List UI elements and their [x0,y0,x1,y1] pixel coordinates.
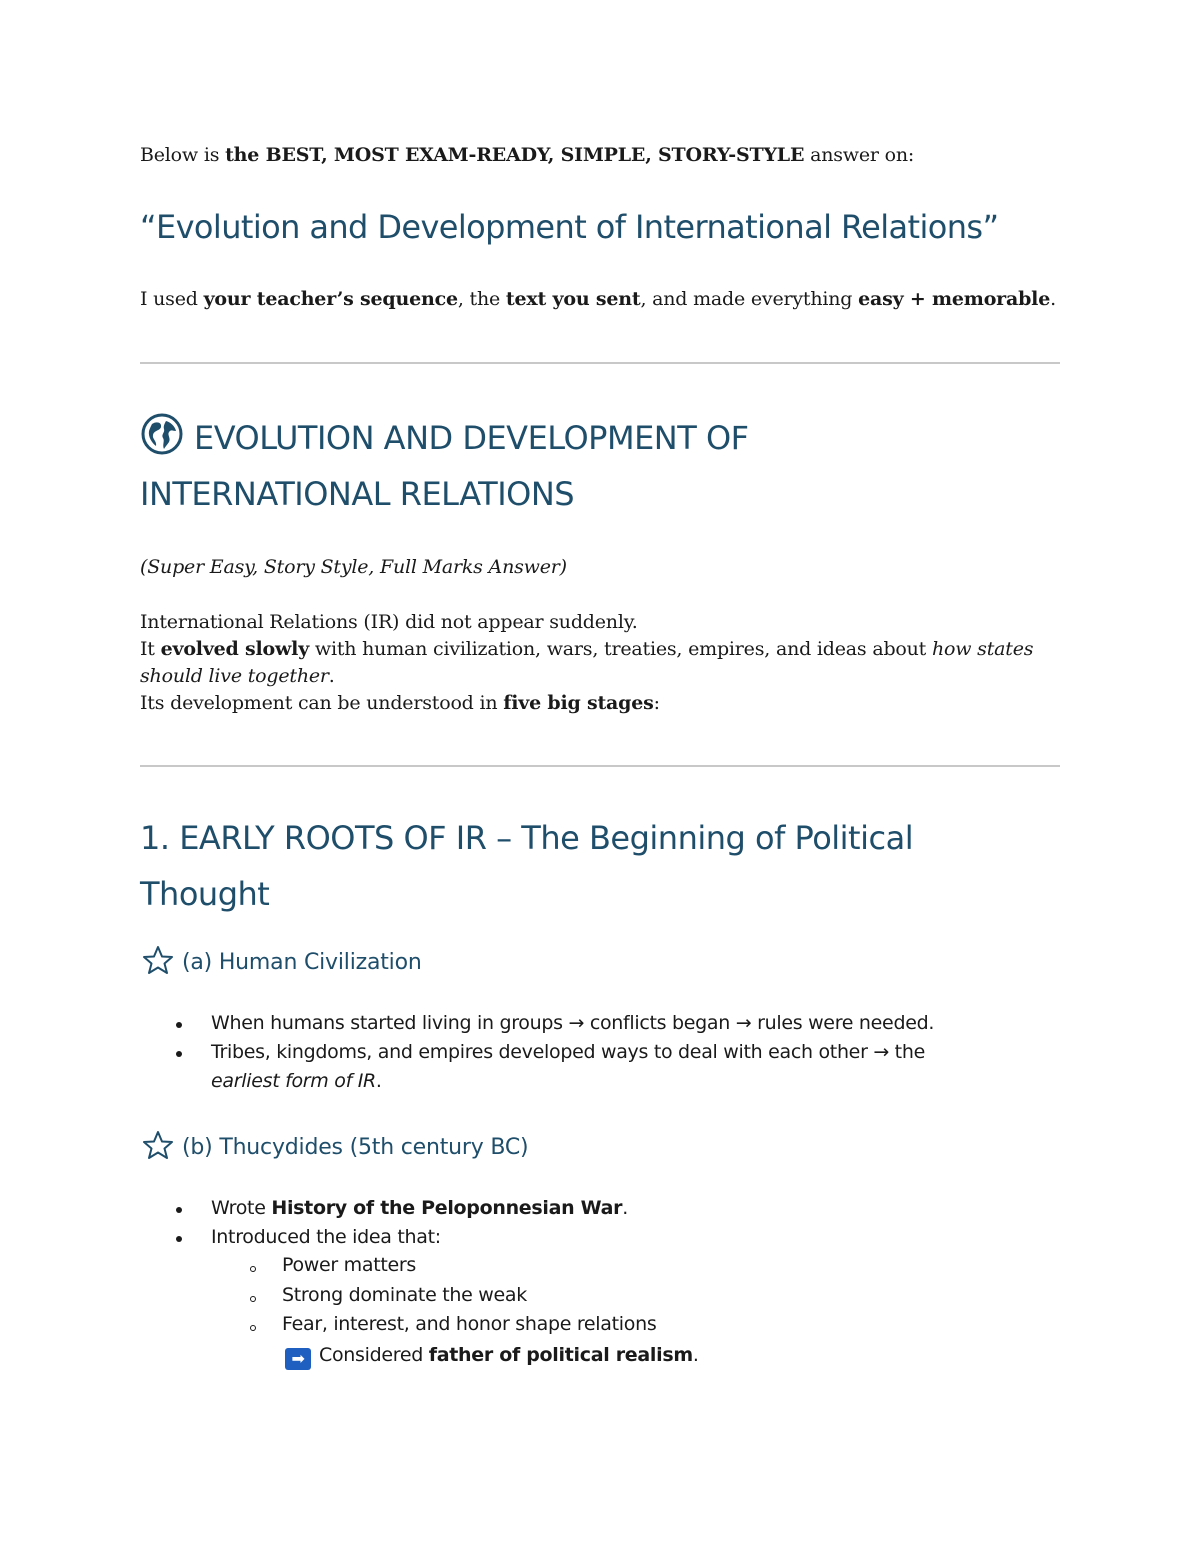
intro-suffix: answer on: [804,144,915,166]
used-text-2: , the [457,288,506,310]
intro-para-line-2 [140,638,1033,660]
intro-para-text: : [653,692,660,714]
document-title: “Evolution and Development of International Relations” [140,208,999,246]
bullet-dot [176,1236,182,1242]
subtitle: (Super Easy, Story Style, Full Marks Answer) [140,556,567,578]
bullet-text: . [622,1197,628,1219]
sub-bullet-circle [250,1296,256,1302]
bullet-a-1: When humans started living in groups → conflicts began → rules were needed. [211,1012,935,1034]
bullet-dot [176,1051,182,1057]
subheading-a-title: (a) Human Civilization [182,950,422,975]
sub-bullet-1: Power matters [282,1254,417,1276]
intro-line [140,144,914,166]
subheading-a [142,945,422,975]
intro-para-bold: evolved slowly [160,638,310,660]
sub-bullet-circle [250,1266,256,1272]
bullet-a-2-line-2 [211,1070,382,1092]
star-icon [142,1130,174,1160]
intro-para-italic: should live together [140,665,329,687]
subheading-b [142,1130,528,1160]
sub-bullet-2: Strong dominate the weak [282,1284,527,1306]
intro-para-bold: five big stages [503,692,654,714]
sub-bullet-circle [250,1325,256,1331]
section-1-heading-line-1: 1. EARLY ROOTS OF IR – The Beginning of Political [140,819,914,857]
intro-para-line-3 [140,665,335,687]
intro-para-text: It [140,638,161,660]
bullet-b-2: Introduced the idea that: [211,1226,441,1248]
intro-prefix: Below is [140,144,226,166]
intro-para-text: . [328,665,335,687]
globe-icon [140,412,184,456]
section-1-heading-line-2: Thought [140,875,270,913]
bullet-bold: History of the Peloponnesian War [271,1197,623,1219]
used-bold-3: easy + memorable [858,288,1051,310]
intro-bold: the BEST, MOST EXAM-READY, SIMPLE, STORY-STYLE [225,144,805,166]
main-heading-line-2: INTERNATIONAL RELATIONS [140,475,575,513]
used-text-3: , and made everything [640,288,859,310]
bullet-italic: earliest form of IR [211,1070,376,1092]
star-icon [142,945,174,975]
used-text-4: . [1050,288,1056,310]
divider-1 [140,362,1060,364]
note-text: Considered [319,1344,429,1366]
intro-para-italic: how states [931,638,1034,660]
bullet-dot [176,1207,182,1213]
divider-2 [140,765,1060,767]
used-bold-1: your teacher’s sequence [203,288,458,310]
sub-bullet-3: Fear, interest, and honor shape relations [282,1313,657,1335]
subheading-b-title: (b) Thucydides (5th century BC) [182,1135,529,1160]
note-bold: father of political realism [428,1344,693,1366]
intro-para-line-1: International Relations (IR) did not appear suddenly. [140,611,638,633]
used-text-1: I used [140,288,204,310]
note-text: . [692,1344,699,1366]
main-heading [140,410,1040,522]
bullet-text: Wrote [211,1197,272,1219]
used-bold-2: text you sent [505,288,641,310]
intro-para-text: Its development can be understood in [140,692,504,714]
main-heading-line-1: EVOLUTION AND DEVELOPMENT OF [194,419,749,457]
bullet-b-1 [211,1197,628,1219]
bullet-text: . [375,1070,382,1092]
bullet-dot [176,1022,182,1028]
intro-para-text: with human civilization, wars, treaties, empires, and ideas about [309,638,932,660]
used-line [140,288,1056,310]
section-1-heading [140,810,1040,922]
right-arrow-icon: ➡ [285,1348,311,1370]
bullet-a-2-line-1: Tribes, kingdoms, and empires developed ways to deal with each other → the [211,1041,925,1063]
realism-note [285,1344,699,1370]
intro-para-line-4 [140,692,660,714]
